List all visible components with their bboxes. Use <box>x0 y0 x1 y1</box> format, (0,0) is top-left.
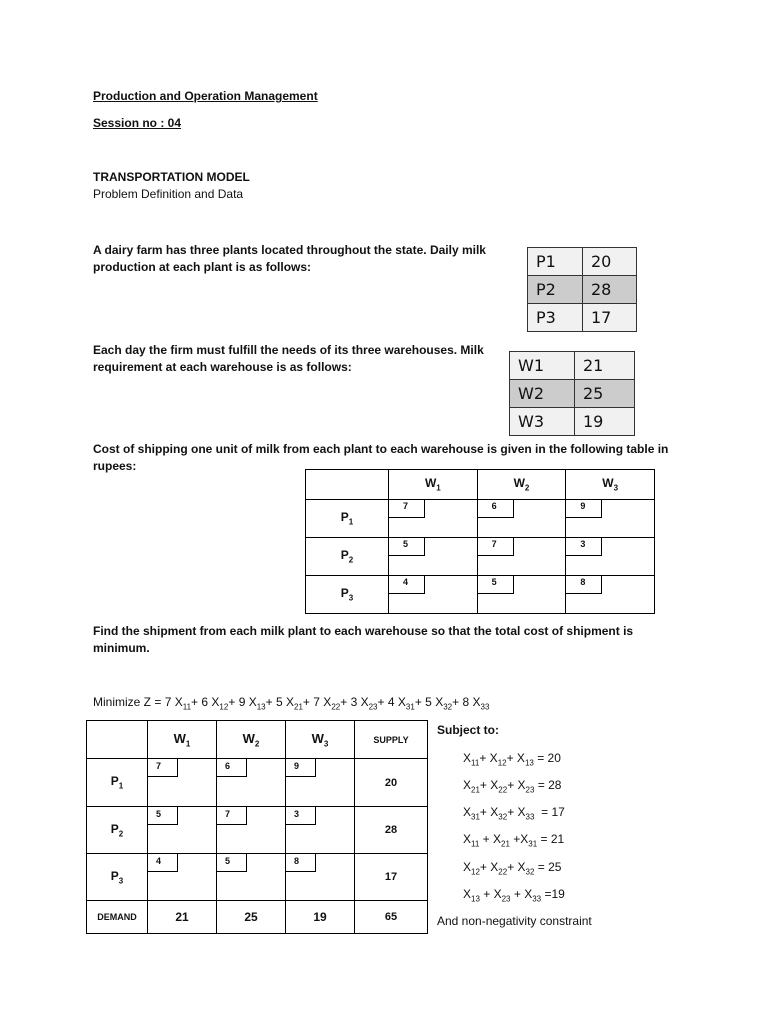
warehouse-value: 21 <box>575 352 635 380</box>
cost-cell: 8 <box>566 576 655 614</box>
demand-header: DEMAND <box>87 901 148 934</box>
objective-term: 6 $X_{12}+$ <box>201 695 236 712</box>
warehouse-name: W1 <box>510 352 575 380</box>
supply-value: 28 <box>355 807 428 854</box>
total-value: 65 <box>355 901 428 934</box>
cost-cell: 9 <box>566 500 655 538</box>
plants-paragraph: A dairy farm has three plants located throughout the state. Daily milk production at each plant is as follows: <box>93 243 486 274</box>
constraint-line: $X_{31}+ X_{32}+ X_{33} = 17$ <box>463 805 565 822</box>
cost-cell: 4 <box>148 854 217 901</box>
cost-cell: 6 <box>477 500 566 538</box>
plant-row-2 <box>528 276 637 304</box>
warehouse-name: W2 <box>510 380 575 408</box>
objective-term: 5 $X_{21}+$ <box>275 695 310 712</box>
corner-cell <box>87 721 148 759</box>
section-title: TRANSPORTATION MODEL <box>93 170 250 184</box>
objective-term: 9 $X_{13}+$ <box>238 695 273 712</box>
corner-cell <box>306 470 389 500</box>
constraint-line: $X_{11} + X_{21} +X_{31} = 21$ <box>463 832 565 849</box>
cost-cell: 5 <box>389 538 478 576</box>
constraints-heading: Subject to: <box>437 723 499 737</box>
plant-production-table <box>527 247 637 332</box>
demand-value: 19 <box>286 901 355 934</box>
col-header-w2: $W_2$ <box>477 470 566 500</box>
objective-term: 8 $X_{33}$ <box>462 695 490 712</box>
col-header-w2: $W_2$ <box>217 721 286 759</box>
constraint-line: $X_{11}+ X_{12}+ X_{13} = 20$ <box>463 751 561 768</box>
table-row <box>87 854 428 901</box>
cost-cell: 3 <box>286 807 355 854</box>
plant-name: P2 <box>528 276 583 304</box>
table-row <box>87 759 428 807</box>
warehouse-row-3 <box>510 408 635 436</box>
col-header-w3: $W_3$ <box>286 721 355 759</box>
demand-value: 25 <box>217 901 286 934</box>
objective-term: 4 $X_{31}+$ <box>387 695 422 712</box>
row-header-p1: $P_1$ <box>87 759 148 807</box>
section-subtitle: Problem Definition and Data <box>93 187 244 201</box>
plant-value: 20 <box>583 248 637 276</box>
demand-row <box>87 901 428 934</box>
constraint-line: $X_{21}+ X_{22}+ X_{23} = 28$ <box>463 778 562 795</box>
constraints-footer: And non-negativity constraint <box>437 914 592 928</box>
cost-cell: 3 <box>566 538 655 576</box>
constraint-line: $X_{12}+ X_{22}+ X_{32} = 25$ <box>463 860 562 877</box>
course-title: Production and Operation Management <box>93 89 318 103</box>
warehouse-requirement-table <box>509 351 635 436</box>
cost-cell: 8 <box>286 854 355 901</box>
table-row <box>306 576 655 614</box>
cost-cell: 7 <box>148 759 217 807</box>
cost-cell: 7 <box>217 807 286 854</box>
supply-value: 20 <box>355 759 428 807</box>
transportation-table <box>86 720 428 934</box>
col-header-w3: $W_3$ <box>566 470 655 500</box>
warehouse-row-1 <box>510 352 635 380</box>
table-row <box>306 500 655 538</box>
col-header-w1: $W_1$ <box>389 470 478 500</box>
header-row <box>87 721 428 759</box>
plant-row-1 <box>528 248 637 276</box>
plant-name: P1 <box>528 248 583 276</box>
plant-value: 17 <box>583 304 637 332</box>
row-header-p1: $P_1$ <box>306 500 389 538</box>
plant-row-3 <box>528 304 637 332</box>
plant-name: P3 <box>528 304 583 332</box>
supply-header: SUPPLY <box>355 721 428 759</box>
cost-cell: 9 <box>286 759 355 807</box>
cost-cell: 5 <box>148 807 217 854</box>
warehouse-value: 19 <box>575 408 635 436</box>
demand-value: 21 <box>148 901 217 934</box>
cost-cell: 5 <box>477 576 566 614</box>
warehouses-paragraph: Each day the firm must fulfill the needs of its three warehouses. Milk requirement at each warehouse is as follows: <box>93 343 484 374</box>
objective-term: 7 $X_{22}+$ <box>313 695 348 712</box>
row-header-p2: $P_2$ <box>87 807 148 854</box>
row-header-p3: $P_3$ <box>87 854 148 901</box>
warehouse-row-2 <box>510 380 635 408</box>
constraint-line: $X_{13} + X_{23} + X_{33} =19$ <box>463 887 565 904</box>
session-number: Session no : 04 <box>93 116 182 130</box>
shipping-cost-table <box>305 469 655 614</box>
warehouse-value: 25 <box>575 380 635 408</box>
cost-cell: 5 <box>217 854 286 901</box>
question-paragraph: Find the shipment from each milk plant to each warehouse so that the total cost of shipment is minimum. <box>93 624 634 655</box>
row-header-p2: $P_2$ <box>306 538 389 576</box>
objective-term: 3 $X_{23}+$ <box>350 695 385 712</box>
cost-cell: 7 <box>477 538 566 576</box>
cost-cell: 7 <box>389 500 478 538</box>
objective-term: 5 $X_{32}+$ <box>425 695 460 712</box>
cost-cell: 4 <box>389 576 478 614</box>
cost-paragraph: Cost of shipping one unit of milk from each plant to each warehouse is given in the following table in rupees: <box>93 442 669 473</box>
table-row <box>87 807 428 854</box>
table-row <box>306 538 655 576</box>
plant-value: 28 <box>583 276 637 304</box>
objective-term: 7 $X_{11}+$ <box>164 695 199 712</box>
objective-function: Minimize Z = 7 $X_{11}+ 6$ $X_{12}+ 9$ $X_{13}+ 5$ $X_{21}+ 7$ $X_{22}+ 3$ $X_{23}+ 4$ $X_{31}+ 5$ $X_{32}+ 8$ $X_{33}$ <box>93 695 490 712</box>
col-header-w1: $W_1$ <box>148 721 217 759</box>
row-header-p3: $P_3$ <box>306 576 389 614</box>
cost-cell: 6 <box>217 759 286 807</box>
supply-value: 17 <box>355 854 428 901</box>
warehouse-name: W3 <box>510 408 575 436</box>
header-row <box>306 470 655 500</box>
